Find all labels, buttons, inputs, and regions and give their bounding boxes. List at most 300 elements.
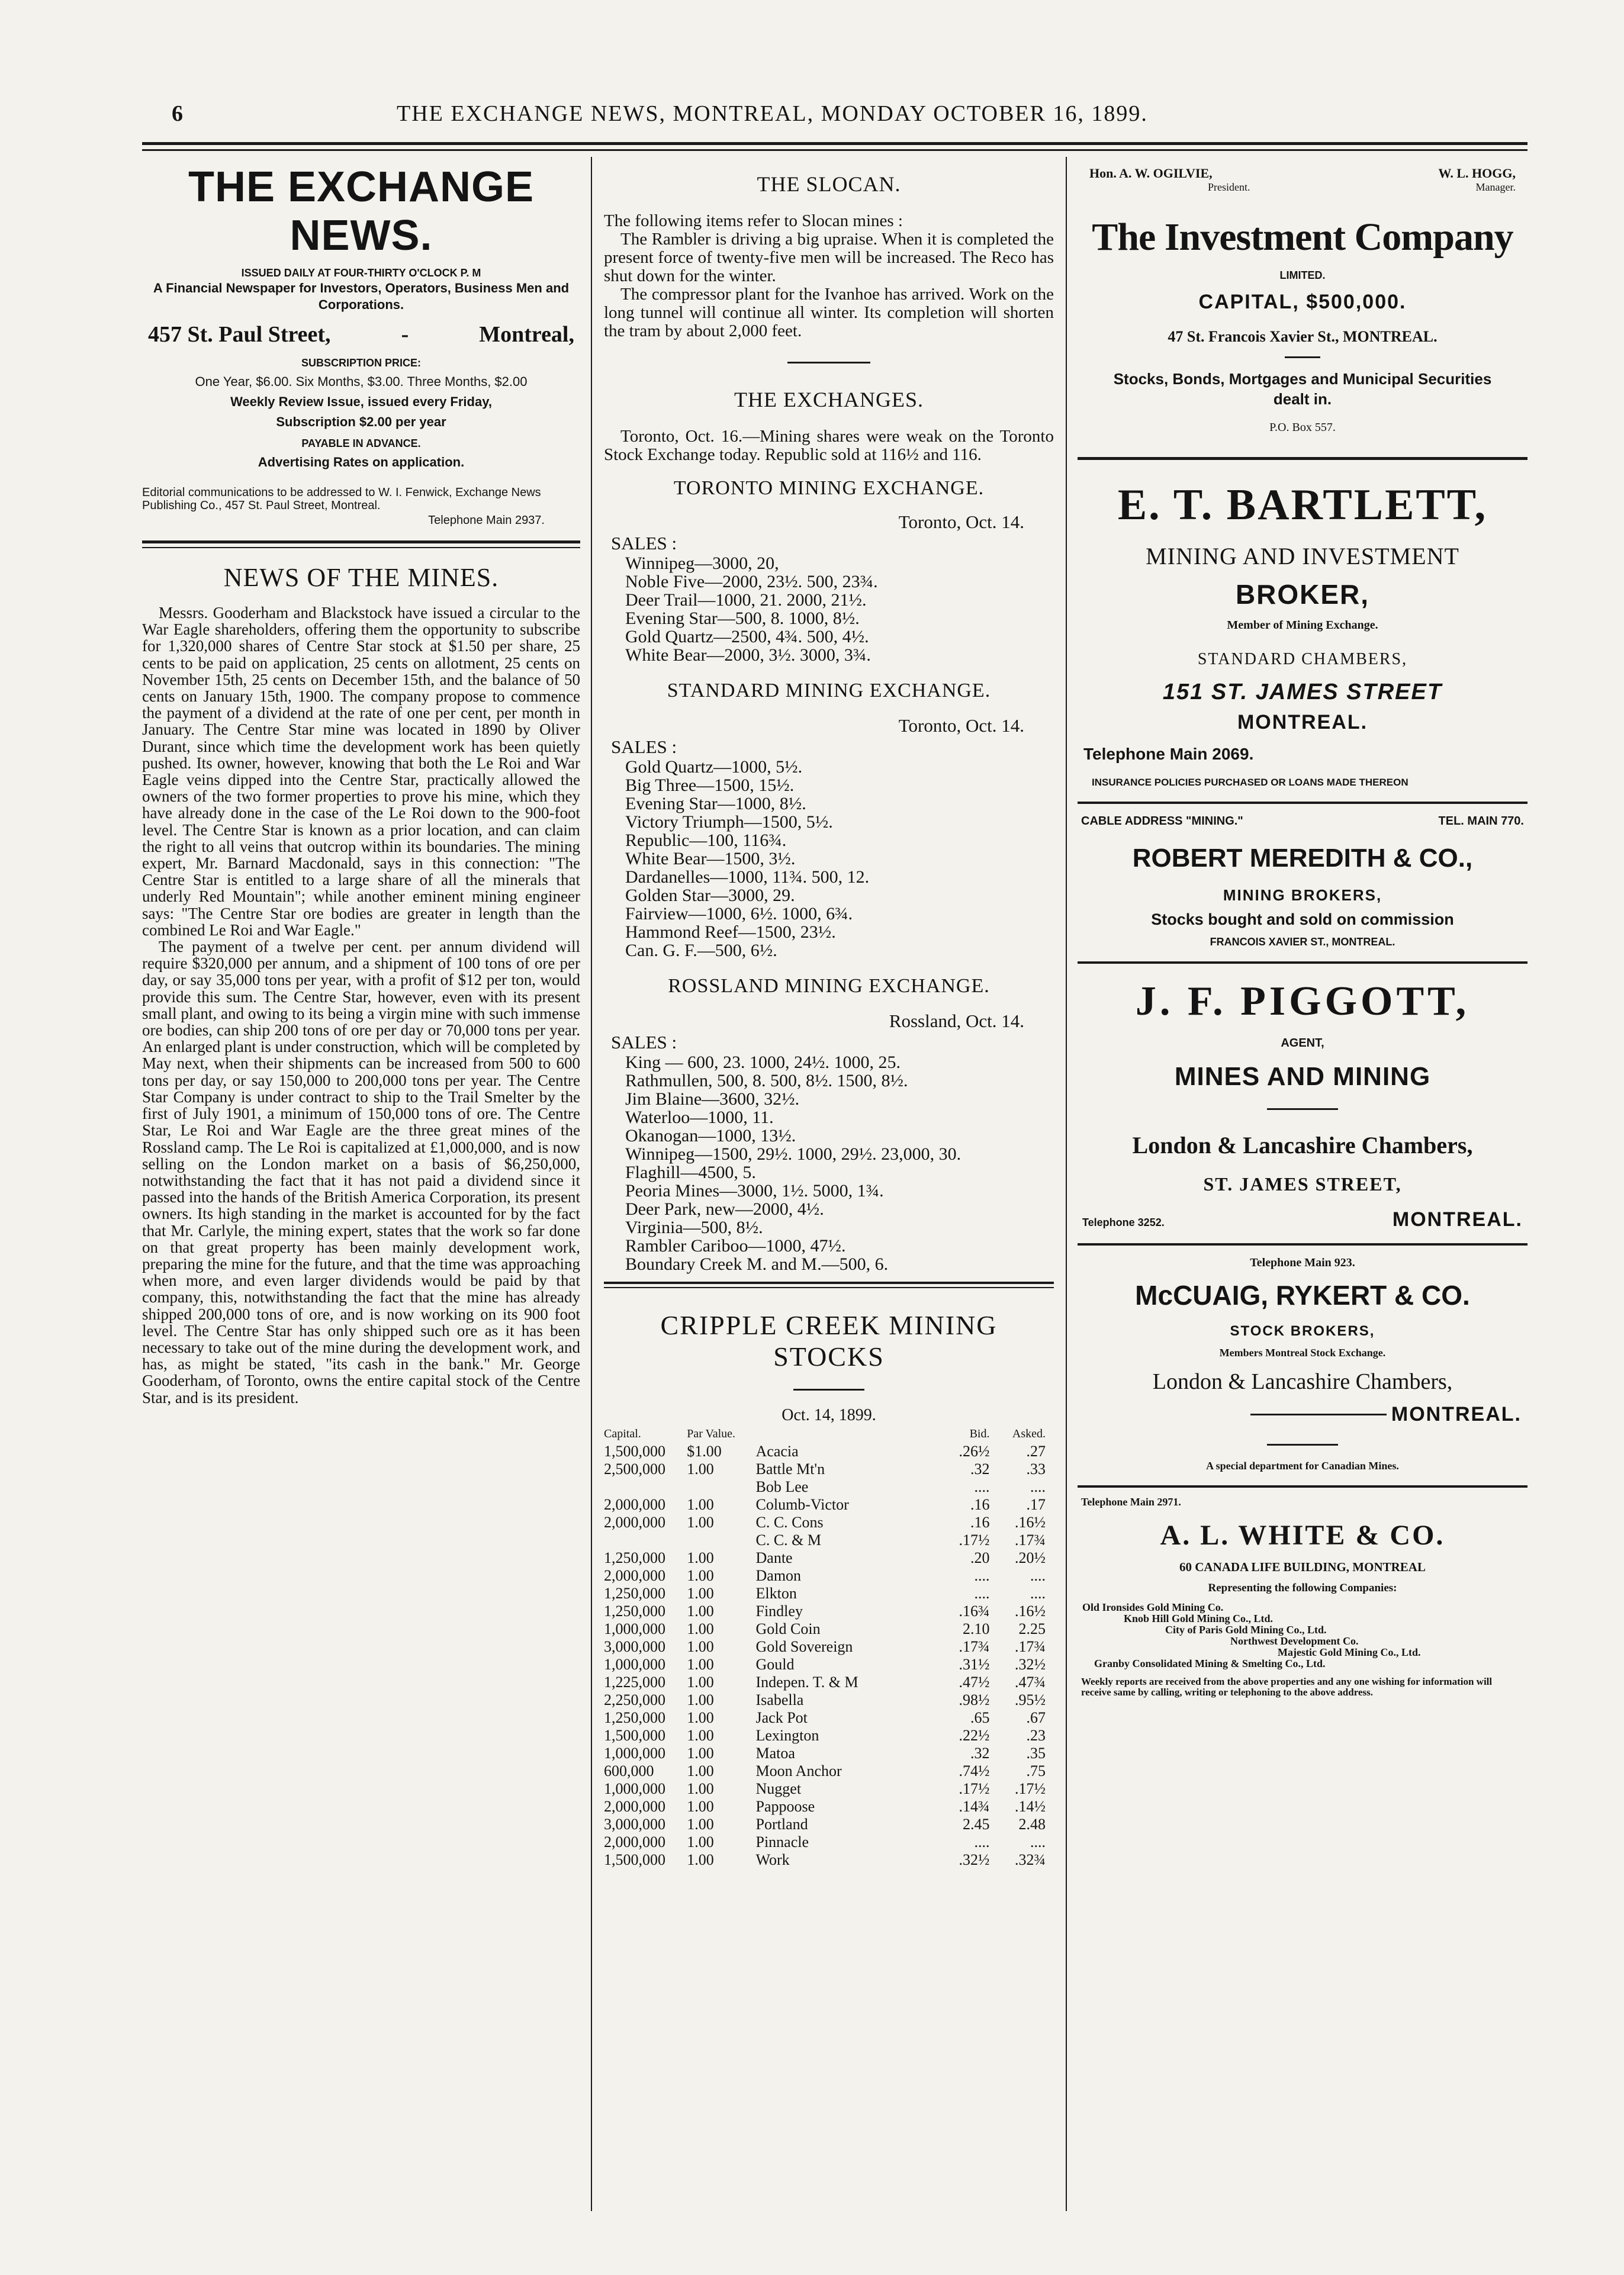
cell-company: Damon [755,1567,802,1584]
cell-capital: 3,000,000 [604,1638,665,1655]
piggott-name: J. F. PIGGOTT, [1135,979,1470,1024]
exchanges-heading: THE EXCHANGES. [734,388,924,411]
page-number: 6 [172,101,184,126]
piggott-short-rule [1267,1108,1338,1110]
investment-manager: W. L. HOGG, [1438,166,1516,181]
piggott-contact [1078,1208,1527,1231]
cell-company: Jack Pot [755,1709,808,1726]
cell-company: Portland [755,1816,808,1833]
cell-bid: .... [974,1585,990,1602]
cripple-creek-heading: CRIPPLE CREEK MINING STOCKS [660,1310,998,1372]
weekly-issue: Weekly Review Issue, issued every Friday, [230,394,492,409]
sales-line: Virginia—500, 8½. [625,1218,763,1237]
cell-bid: .65 [970,1709,990,1726]
meredith-stocks: Stocks bought and sold on commission [1151,910,1454,928]
cell-par: 1.00 [687,1656,714,1673]
masthead-tagline: A Financial Newspaper for Investors, Operators, Business Men and Corporations. [153,281,570,312]
piggott-agent: AGENT, [1281,1037,1324,1050]
ad-rule-1 [1078,457,1527,460]
table-row [604,1514,1054,1531]
news-heading: NEWS OF THE MINES. [223,563,499,592]
cell-bid: .98½ [959,1691,990,1708]
col-asked: Asked. [1012,1427,1046,1440]
mccuaig-special: A special department for Canadian Mines. [1206,1460,1399,1472]
cripple-creek-rows [604,1443,1054,1869]
investment-business: Stocks, Bonds, Mortgages and Municipal Securities dealt in. [1113,370,1492,408]
bartlett-line1: MINING AND INVESTMENT [1146,543,1459,569]
ad-rule-4 [1078,1243,1527,1246]
cell-asked: .17 [1026,1496,1046,1513]
company-item: Old Ironsides Gold Mining Co. [1082,1601,1224,1613]
slocan-heading: THE SLOCAN. [757,172,901,196]
cell-company: Matoa [755,1745,795,1762]
investment-company-name: The Investment Company [1092,215,1513,259]
news-paragraph: Messrs. Gooderham and Blackstock have issued a circular to the War Eagle shareholders, offering them the opportunity to subscribe for 1,320,000 shares of Centre Star stock at $1.50 per share, 25 cents to be paid on application, 25 cents on allotment, 25 cents on November 15th, 25 cents on December 15th, and the balance of 50 cents on January 15th, 1900. The company propose to commence the payment of a dividend at the rate of one per cent, per month in January. The Centre Star mine was located in 1890 by Oliver Durant, since which time the development work has been quietly pushed. Its owner, however, knowing that both the Le Roi and War Eagle veins dipped into the Centre Star, practically allowed the owners of the two former properties to prove his mine, which they have already done in the case of the Le Roi down to the 900-foot level. The Centre Star is known as a prior location, and can claim the right to all veins that outcrop within its boundaries. The mining expert, Mr. Barnard Macdonald, says in this connection: "The Centre Star is entitled to a large share of all the minerals that underly Red Mountain"; while another eminent mining engineer says: "The Centre Star ore bodies are greater in length than the combined Le Roi and War Eagle." [142,604,580,939]
news-body [142,604,580,1406]
cell-company: Nugget [755,1780,802,1797]
cell-capital: 1,250,000 [604,1603,665,1620]
toronto-sales-label: SALES : [611,533,677,554]
cell-company: Lexington [755,1727,819,1744]
cell-company: Gold Sovereign [755,1638,853,1655]
cell-bid: .32 [970,1745,990,1762]
cell-capital: 1,500,000 [604,1443,665,1460]
cell-asked: .95½ [1015,1691,1046,1708]
cell-capital: 3,000,000 [604,1816,665,1833]
rossland-exchange-heading: ROSSLAND MINING EXCHANGE. [668,975,990,997]
ad-rule-5 [1078,1485,1527,1488]
cell-capital: 1,250,000 [604,1585,665,1602]
cell-asked: .75 [1026,1762,1046,1780]
col-name [752,1425,946,1443]
cell-asked: .17¾ [1015,1531,1046,1549]
cell-par: 1.00 [687,1674,714,1691]
cell-par: 1.00 [687,1833,714,1851]
running-head-title: THE EXCHANGE NEWS, MONTREAL, MONDAY OCTOBER 16, 1899. [397,101,1148,126]
cell-par: 1.00 [687,1585,714,1602]
cell-asked: .... [1030,1478,1046,1495]
cell-bid: 2.45 [962,1816,990,1833]
white-companies [1078,1602,1527,1669]
cell-asked: .16½ [1015,1514,1046,1531]
cell-company: Moon Anchor [755,1762,842,1780]
cell-capital: 1,250,000 [604,1549,665,1566]
cell-asked: .35 [1026,1745,1046,1762]
table-row [604,1443,1054,1460]
cell-capital: 1,250,000 [604,1709,665,1726]
cell-asked: .47¾ [1015,1674,1046,1691]
cell-bid: .32½ [959,1851,990,1868]
news-paragraph: The payment of a twelve per cent. per annum dividend will require $320,000 per annum, and a shipment of 100 tons of ore per day, or say 35,000 tons per year, with a profit of $12 per ton, would provide this sum. The Centre Star, however, even with its present small plant, and owing to its being a virgin mine with such immense ore bodies, can ship 200 tons of ore per day or 70,000 tons per year. An enlarged plant is under construction, which will be completed by May next, when their shipments can be increased from 500 to 600 tons per day, or say 150,000 to 200,000 tons per year. The Centre Star Company is under contract to ship to the Trail Smelter by the first of July 1901, a minimum of 150,000 tons of ore. The Centre Star, Le Roi and War Eagle are the three great mines of the Rossland camp. The Le Roi is capitalized at £1,000,000, and is now selling on the London market on a basis of $6,250,000, notwithstanding the fact that it has not paid a dividend since it passed into the hands of the British America Corporation, its present owners. Its high standing in the market is accounted for by the fact that Mr. Carlyle, the mining expert, states that the work so far done on that great property has been mainly development work, preparing the mine for the future, and that the time was approaching when more, and even larger dividends would be paid by that company, this, notwithstanding the fact that the mine has already shipped 200,000 tons of ore, and is now working on its 900 foot level. The Centre Star has only shipped such ore as it has been necessary to take out of the mine during the development work, and has, as might be stated, "its cash in the bank." Mr. George Gooderham, of Toronto, owns the entire capital stock of the Centre Star, and is its president. [142,938,580,1407]
white-name: A. L. WHITE & CO. [1160,1520,1445,1551]
cell-par: 1.00 [687,1798,714,1815]
cell-asked: 2.48 [1018,1816,1046,1833]
bartlett-member: Member of Mining Exchange. [1227,619,1378,632]
cell-company: Indepen. T. & M [755,1674,858,1691]
cripple-short-rule [793,1389,864,1391]
sales-line: Golden Star—3000, 29. [625,886,795,905]
piggott-chambers: London & Lancashire Chambers, [1132,1132,1473,1159]
cell-capital: 2,500,000 [604,1460,665,1478]
cell-bid: .47½ [959,1674,990,1691]
table-row [604,1833,1054,1851]
address-street: 457 St. Paul Street, [148,322,331,347]
cell-bid: .26½ [959,1443,990,1460]
cell-capital: 1,000,000 [604,1656,665,1673]
cell-bid: .14¾ [959,1798,990,1815]
sales-line: Can. G. F.—500, 6½. [625,941,777,960]
cell-company: Isabella [755,1691,804,1708]
sales-line: Evening Star—1000, 8½. [625,794,806,813]
cell-par: 1.00 [687,1727,714,1744]
cell-capital: 2,000,000 [604,1496,665,1513]
slocan-paragraph: The compressor plant for the Ivanhoe has arrived. Work on the long tunnel will continue all winter. Its completion will shorten the tram by about 2,000 feet. [604,285,1054,340]
sales-line: Noble Five—2000, 23½. 500, 23¾. [625,572,878,591]
subscription-label: SUBSCRIPTION PRICE: [301,357,422,369]
table-row [604,1531,1054,1549]
cell-par: 1.00 [687,1496,714,1513]
sales-line: Jim Blaine—3600, 32½. [625,1089,800,1109]
bartlett-name: E. T. BARTLETT, [1117,481,1488,529]
cell-company: Acacia [755,1443,799,1460]
cell-company: Gould [755,1656,795,1673]
bartlett-line2: BROKER, [1235,579,1370,610]
exchanges-intro [604,427,1054,464]
cell-company: Work [755,1851,790,1868]
cell-par: 1.00 [687,1709,714,1726]
cell-asked: .... [1030,1567,1046,1584]
cell-par: 1.00 [687,1620,714,1637]
cell-company: C. C. & M [755,1531,822,1549]
company-item: Knob Hill Gold Mining Co., Ltd. [1124,1613,1274,1624]
meredith-contact [1078,815,1527,828]
table-row [604,1798,1054,1816]
table-row [604,1656,1054,1674]
cell-capital: 2,000,000 [604,1798,665,1815]
mccuaig-city-row [1078,1403,1527,1426]
sales-line: Hammond Reef—1500, 23½. [625,922,836,942]
standard-sales-list [604,758,1054,960]
col-par: Par Value. [687,1427,736,1440]
sales-line: Flaghill—4500, 5. [625,1163,756,1182]
sales-line: Rambler Cariboo—1000, 47½. [625,1236,846,1256]
cell-par: 1.00 [687,1816,714,1833]
cell-capital: 2,000,000 [604,1833,665,1851]
company-item: City of Paris Gold Mining Co., Ltd. [1165,1624,1327,1636]
cripple-creek-date: Oct. 14, 1899. [782,1406,876,1424]
sales-line: Republic—100, 116¾. [625,831,787,850]
weekly-subscription: Subscription $2.00 per year [276,414,446,429]
head-rule-top [142,142,1527,145]
cell-bid: .17½ [959,1531,990,1549]
meredith-cable: CABLE ADDRESS "MINING." [1081,815,1243,828]
cell-company: Findley [755,1603,803,1620]
table-row [604,1709,1054,1727]
bartlett-telephone: Telephone Main 2069. [1083,745,1254,763]
cell-bid: .17¾ [959,1638,990,1655]
mccuaig-city: MONTREAL. [1391,1403,1522,1426]
head-rule-bottom [142,149,1527,151]
address-city: Montreal, [479,322,574,347]
masthead-title: THE EXCHANGE NEWS. [188,163,535,259]
cell-par: 1.00 [687,1780,714,1797]
investment-titles [1078,181,1527,194]
cell-asked: .16½ [1015,1603,1046,1620]
white-footer: Weekly reports are received from the above properties and any one wishing for information will receive same by calling, writing or telephoning to the above address. [1081,1676,1493,1698]
table-row [604,1603,1054,1620]
meredith-tel: TEL. MAIN 770. [1438,815,1524,828]
white-address: 60 CANADA LIFE BUILDING, MONTREAL [1179,1560,1426,1574]
piggott-street: ST. JAMES STREET, [1203,1173,1402,1195]
sales-line: Gold Quartz—2500, 4¾. 500, 4½. [625,627,869,646]
table-header-row [604,1425,1054,1443]
table-row [604,1567,1054,1585]
table-row [604,1727,1054,1745]
section-rule [787,362,870,363]
sales-line: White Bear—1500, 3½. [625,849,796,868]
toronto-sales-list [604,554,1054,664]
table-row [604,1745,1054,1762]
cell-company: Gold Coin [755,1620,821,1637]
cell-capital: 1,225,000 [604,1674,665,1691]
cell-bid: .16¾ [959,1603,990,1620]
investment-address: 47 St. Francois Xavier St., MONTREAL. [1168,328,1438,345]
table-row [604,1620,1054,1638]
sales-line: Waterloo—1000, 11. [625,1108,774,1127]
payable-notice: PAYABLE IN ADVANCE. [301,437,421,449]
cell-asked: .... [1030,1833,1046,1851]
cell-bid: .74½ [959,1762,990,1780]
white-telephone: Telephone Main 2971. [1081,1496,1181,1508]
cell-capital: 1,000,000 [604,1620,665,1637]
masthead-address [142,321,580,347]
company-item: Northwest Development Co. [1230,1635,1359,1647]
cripple-creek-table [604,1425,1054,1869]
cell-asked: .67 [1026,1709,1046,1726]
sales-line: Winnipeg—1500, 29½. 1000, 29½. 23,000, 30. [625,1144,961,1164]
cell-bid: .16 [970,1496,990,1513]
cell-bid: .... [974,1478,990,1495]
cell-capital: 600,000 [604,1762,654,1780]
table-row [604,1691,1054,1709]
cell-bid: .32 [970,1460,990,1478]
company-item: Granby Consolidated Mining & Smelting Co., Ltd. [1094,1658,1326,1669]
ad-short-rule [1285,356,1320,358]
cell-asked: .17½ [1015,1780,1046,1797]
mccuaig-members: Members Montreal Stock Exchange. [1219,1347,1386,1359]
cell-capital: 2,250,000 [604,1691,665,1708]
cell-par: 1.00 [687,1638,714,1655]
sales-line: Victory Triumph—1500, 5½. [625,812,833,832]
cell-par: 1.00 [687,1549,714,1566]
sales-line: Okanogan—1000, 13½. [625,1126,796,1145]
bartlett-chambers: STANDARD CHAMBERS, [1197,650,1408,668]
cell-capital: 1,000,000 [604,1745,665,1762]
standard-sales-label: SALES : [611,736,677,757]
piggott-line: MINES AND MINING [1174,1062,1431,1091]
cell-asked: .33 [1026,1460,1046,1478]
cell-capital: 1,500,000 [604,1727,665,1744]
cell-par: 1.00 [687,1745,714,1762]
investment-officers [1078,166,1527,181]
cell-par: 1.00 [687,1567,714,1584]
sales-line: Fairview—1000, 6½. 1000, 6¾. [625,904,853,923]
cell-par: 1.00 [687,1460,714,1478]
investment-president: Hon. A. W. OGILVIE, [1089,166,1213,181]
table-row [604,1549,1054,1567]
cell-par: 1.00 [687,1851,714,1868]
slocan-paragraph: The following items refer to Slocan mines : [604,211,903,230]
cell-asked: .32¾ [1015,1851,1046,1868]
subscription-rates: One Year, $6.00. Six Months, $3.00. Three Months, $2.00 [195,374,528,389]
investment-manager-title: Manager. [1475,181,1516,193]
cripple-rule [604,1282,1054,1284]
column-left [142,163,580,1406]
toronto-exchange-heading: TORONTO MINING EXCHANGE. [673,477,985,499]
table-row [604,1851,1054,1869]
cell-par: $1.00 [687,1443,722,1460]
cell-asked: .... [1030,1585,1046,1602]
sales-line: Deer Park, new—2000, 4½. [625,1199,824,1219]
table-row [604,1460,1054,1478]
cell-company: Columb-Victor [755,1496,849,1513]
mccuaig-brokers: STOCK BROKERS, [1230,1323,1375,1339]
cell-company: Dante [755,1549,793,1566]
column-divider-1 [591,157,592,2211]
cell-capital [604,1478,687,1496]
cell-asked: .23 [1026,1727,1046,1744]
mccuaig-chambers: London & Lancashire Chambers, [1152,1369,1453,1394]
editorial-note: Editorial communications to be addressed to W. I. Fenwick, Exchange News Publishing Co., 457 St. Paul Street, Montreal. [142,486,541,512]
bartlett-city: MONTREAL. [1237,711,1368,733]
slocan-body [604,212,1054,340]
sales-line: Winnipeg—3000, 20, [625,554,779,573]
cell-par: 1.00 [687,1514,714,1531]
meredith-brokers: MINING BROKERS, [1223,886,1382,904]
sales-line: King — 600, 23. 1000, 24½. 1000, 25. [625,1053,901,1072]
standard-dateline: Toronto, Oct. 14. [898,715,1024,736]
masthead-rule [142,540,580,543]
cell-asked: .32½ [1015,1656,1046,1673]
cell-bid: .... [974,1567,990,1584]
table-row [604,1478,1054,1496]
newspaper-page [142,89,1527,2232]
column-middle [604,172,1054,1869]
piggott-telephone: Telephone 3252. [1082,1217,1165,1228]
table-row [604,1762,1054,1780]
sales-line: Deer Trail—1000, 21. 2000, 21½. [625,590,867,610]
cell-bid: .16 [970,1514,990,1531]
piggott-city: MONTREAL. [1392,1208,1523,1231]
bartlett-insurance: INSURANCE POLICIES PURCHASED OR LOANS MADE THEREON [1092,777,1408,788]
mccuaig-name: McCUAIG, RYKERT & CO. [1135,1280,1470,1311]
ad-rule-2 [1078,802,1527,804]
editorial-telephone: Telephone Main 2937. [428,514,545,527]
ad-rule-3 [1078,961,1527,964]
sales-line: Gold Quartz—1000, 5½. [625,757,803,777]
table-row [604,1585,1054,1603]
cell-bid: 2.10 [962,1620,990,1637]
mccuaig-short-rule [1267,1444,1338,1446]
column-divider-2 [1066,157,1067,2211]
cripple-rule-2 [604,1287,1054,1288]
masthead-issued: ISSUED DAILY AT FOUR-THIRTY O'CLOCK P. M [241,267,481,279]
cell-asked: .20½ [1015,1549,1046,1566]
table-row [604,1780,1054,1798]
cell-company: Elkton [755,1585,797,1602]
meredith-name: ROBERT MEREDITH & CO., [1132,844,1473,873]
cell-asked: .14½ [1015,1798,1046,1815]
cell-par [687,1478,752,1496]
col-bid: Bid. [969,1427,990,1440]
rossland-dateline: Rossland, Oct. 14. [889,1011,1024,1031]
cell-capital: 2,000,000 [604,1514,665,1531]
bartlett-street: 151 ST. JAMES STREET [1162,680,1443,704]
cell-company: Pappoose [755,1798,815,1815]
standard-exchange-heading: STANDARD MINING EXCHANGE. [667,680,991,702]
cell-company: Pinnacle [755,1833,809,1851]
sales-line: Rathmullen, 500, 8. 500, 8½. 1500, 8½. [625,1071,908,1090]
cell-asked: .27 [1026,1443,1046,1460]
sales-line: Evening Star—500, 8. 1000, 8½. [625,609,860,628]
investment-limited: LIMITED. [1279,269,1326,281]
cell-asked: .17¾ [1015,1638,1046,1655]
table-row [604,1638,1054,1656]
meredith-address: FRANCOIS XAVIER ST., MONTREAL. [1210,936,1395,948]
cell-bid: .20 [970,1549,990,1566]
investment-president-title: President. [1208,181,1250,193]
cell-par [687,1531,752,1549]
cell-capital [604,1531,687,1549]
mccuaig-telephone: Telephone Main 923. [1250,1256,1355,1269]
cell-par: 1.00 [687,1603,714,1620]
address-dash: - [401,322,409,347]
cell-par: 1.00 [687,1691,714,1708]
advertising-rates: Advertising Rates on application. [258,455,465,469]
company-item: Majestic Gold Mining Co., Ltd. [1278,1646,1421,1658]
cell-capital: 1,500,000 [604,1851,665,1868]
sales-line: Dardanelles—1000, 11¾. 500, 12. [625,867,870,887]
sales-line: Big Three—1500, 15½. [625,776,795,795]
mccuaig-dash-rule [1250,1414,1387,1415]
table-row [604,1496,1054,1514]
column-right [1078,166,1527,1698]
cell-company: Bob Lee [755,1478,809,1495]
cell-par: 1.00 [687,1762,714,1780]
exchanges-intro-text: Toronto, Oct. 16.—Mining shares were weak on the Toronto Stock Exchange today. Republic sold at 116½ and 116. [604,427,1054,464]
slocan-paragraph: The Rambler is driving a big upraise. When it is completed the present force of twenty-five men will be increased. The Reco has shut down for the winter. [604,230,1054,285]
cell-capital: 1,000,000 [604,1780,665,1797]
investment-box: P.O. Box 557. [1269,421,1336,434]
sales-line: White Bear—2000, 3½. 3000, 3¾. [625,645,871,665]
cell-bid: .... [974,1833,990,1851]
cell-bid: .17½ [959,1780,990,1797]
white-representing: Representing the following Companies: [1208,1582,1397,1594]
cell-bid: .31½ [959,1656,990,1673]
sales-line: Boundary Creek M. and M.—500, 6. [625,1254,889,1274]
cell-company: C. C. Cons [755,1514,824,1531]
rossland-sales-list [604,1053,1054,1273]
table-row [604,1816,1054,1833]
cell-capital: 2,000,000 [604,1567,665,1584]
masthead-rule-2 [142,547,580,548]
rossland-sales-label: SALES : [611,1032,677,1053]
cell-asked: 2.25 [1018,1620,1046,1637]
col-capital: Capital. [604,1427,641,1440]
table-row [604,1674,1054,1691]
sales-line: Peoria Mines—3000, 1½. 5000, 1¾. [625,1181,884,1201]
cell-bid: .22½ [959,1727,990,1744]
